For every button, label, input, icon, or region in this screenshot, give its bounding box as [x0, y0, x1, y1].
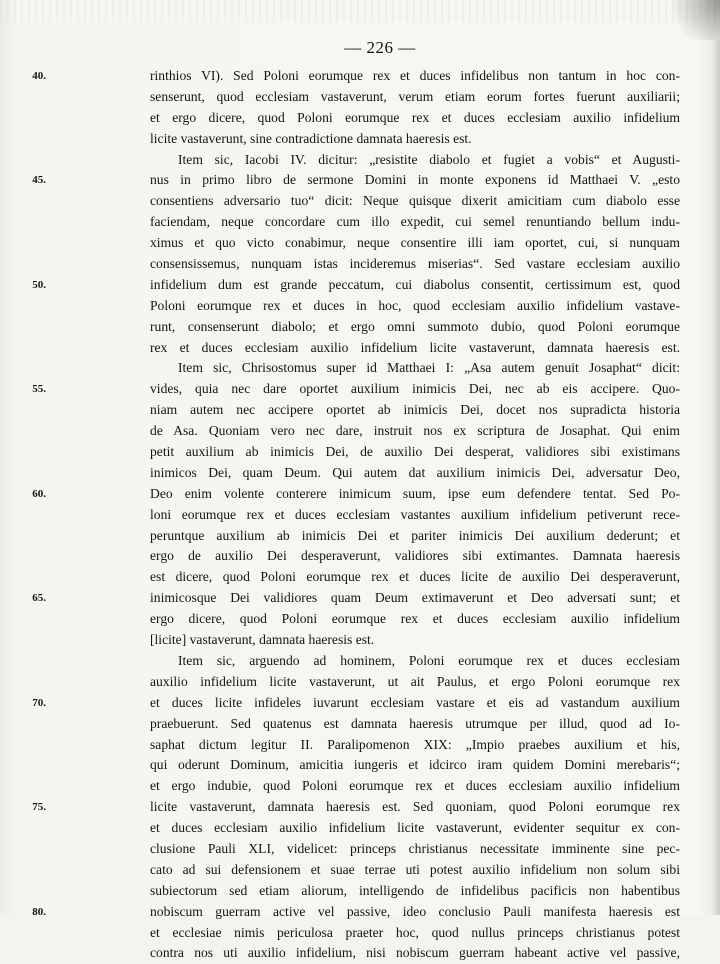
- text-line: [0, 546, 720, 567]
- text-line: [0, 254, 720, 275]
- text-line: [0, 275, 720, 296]
- line-text: de Asa. Quoniam vero nec dare, instruit nos ex scriptura de Josaphat. Qui enim: [150, 423, 680, 439]
- text-line: [0, 630, 720, 651]
- line-text: cato ad sui defensionem et suae terrae uti potest auxilio infidelium non solum sibi: [150, 861, 680, 877]
- line-text: [licite] vastaverunt, damnata haeresis est.: [150, 632, 375, 648]
- line-text: clusione Pauli XLI, videlicet: princeps christianus necessitate imminente sine pec-: [150, 840, 680, 856]
- text-line: [0, 651, 720, 672]
- line-text: nobiscum guerram active vel passive, ideo conclusio Pauli manifesta haeresis est: [150, 903, 680, 919]
- line-text: Item sic, Iacobi IV. dicitur: „resistite diabolo et fugiet a vobis“ et Augusti-: [178, 151, 680, 167]
- page-corner-shadow: [660, 0, 720, 40]
- text-line: [0, 463, 720, 484]
- text-line: [0, 379, 720, 400]
- text-line: [0, 714, 720, 735]
- text-line: [0, 672, 720, 693]
- line-text: et ergo dicere, quod Poloni eorumque rex et duces ecclesiam auxilio infidelium: [150, 109, 680, 125]
- line-text: Poloni eorumque rex et duces in hoc, quod ecclesiam auxilio infidelium vastave-: [150, 297, 680, 313]
- text-line: [0, 400, 720, 421]
- line-text: consensissemus, nunquam istas incideremus miserias“. Sed vastare ecclesiam auxilio: [150, 256, 680, 272]
- line-text: consentiens adversario tuo“ dicit: Neque quisque dixerit amicitiam cum diabolo esse: [150, 193, 680, 209]
- line-text: Deo enim volente conterere inimicum suum, ipse eum defendere tentat. Sed Po-: [150, 485, 680, 501]
- text-line: [0, 902, 720, 923]
- line-text: licite vastaverunt, damnata haeresis est. Sed quoniam, quod Poloni eorumque rex: [150, 799, 680, 815]
- line-text: ergo dicere, quod Poloni eorumque rex et duces ecclesiam auxilio infidelium: [150, 611, 680, 627]
- line-number-label: 50.: [32, 278, 46, 291]
- text-line: [0, 755, 720, 776]
- line-text: et duces ecclesiam auxilio infidelium licite vastaverunt, evidenter sequitur ex con-: [150, 820, 680, 836]
- text-line: [0, 338, 720, 359]
- line-text: senserunt, quod ecclesiam vastaverunt, verum etiam eorum fortes fuerunt auxiliarii;: [150, 88, 680, 104]
- text-line: [0, 212, 720, 233]
- line-number-label: 45.: [32, 174, 46, 187]
- text-line: [0, 609, 720, 630]
- line-text: subiectorum sed etiam aliorum, intelligendo de infidelibus pacificis non habentibus: [150, 882, 680, 898]
- line-number-label: 75.: [32, 801, 46, 814]
- line-text: vides, quia nec dare oportet auxilium inimicis Dei, nec ab eis accipere. Quo-: [150, 381, 680, 397]
- text-line: [0, 567, 720, 588]
- text-line: [0, 839, 720, 860]
- line-text: ximus et quo victo conabimur, neque consentire illi iam oportet, cui, si nunquam: [150, 235, 680, 251]
- text-line: [0, 797, 720, 818]
- line-number-label: 80.: [32, 905, 46, 918]
- text-line: [0, 233, 720, 254]
- text-line: [0, 505, 720, 526]
- line-number-label: 55.: [32, 383, 46, 396]
- text-line: [0, 442, 720, 463]
- scan-noise: [0, 0, 720, 22]
- line-text: rinthios VI). Sed Poloni eorumque rex et duces infidelibus non tantum in hoc con-: [150, 68, 680, 83]
- line-text: petit auxilium ab inimicis Dei, de auxilio Dei desperat, validiores sibi existimans: [150, 444, 680, 460]
- line-text: infidelium dum est grande peccatum, cui diabolus consentit, certissimum est, quod: [150, 276, 680, 292]
- text-line: [0, 296, 720, 317]
- line-number-label: 65.: [32, 592, 46, 605]
- text-line: [0, 923, 720, 944]
- line-text: saphat dictum legitur II. Paralipomenon XIX: „Impio praebes auxilium et his,: [150, 736, 680, 752]
- line-text: rex et duces ecclesiam auxilio infidelium licite vastaverunt, damnata haeresis est.: [150, 339, 680, 355]
- text-line: [0, 588, 720, 609]
- line-text: licite vastaverunt, sine contradictione damnata haeresis est.: [150, 130, 472, 146]
- text-line: [0, 421, 720, 442]
- page-number: — 226 —: [344, 38, 416, 57]
- line-text: nus in primo libro de sermone Domini in monte exponens id Matthaei V. „esto: [150, 172, 680, 188]
- text-line: [0, 693, 720, 714]
- line-text: est dicere, quod Poloni eorumque rex et duces licite de auxilio Dei desperaverunt,: [150, 569, 680, 585]
- line-text: inimicos Dei, quam Deum. Qui autem dat auxilium inimicis Dei, adversatur Deo,: [150, 464, 680, 480]
- line-text: praebuerunt. Sed quatenus est damnata haeresis utrumque per illud, quod ad Io-: [150, 715, 680, 731]
- text-line: [0, 818, 720, 839]
- line-text: Item sic, arguendo ad hominem, Poloni eorumque rex et duces ecclesiam: [178, 652, 680, 668]
- text-body: [0, 66, 720, 964]
- text-line: [0, 943, 720, 964]
- line-text: niam autem nec accipere oportet ab inimicis Dei, docet nos supradicta historia: [150, 402, 680, 418]
- line-number-label: 60.: [32, 487, 46, 500]
- line-text: loni eorumque rex et duces ecclesiam vastantes auxilium infidelium petiverunt rece-: [150, 506, 680, 522]
- line-text: et ergo indubie, quod Poloni eorumque rex et duces ecclesiam auxilio infidelium: [150, 778, 680, 794]
- line-text: Item sic, Chrisostomus super id Matthaei I: „Asa autem genuit Josaphat“ dicit:: [178, 360, 680, 376]
- text-line: [0, 317, 720, 338]
- text-line: [0, 108, 720, 129]
- line-text: inimicosque Dei validiores quam Deum extimaverunt et Deo adversati sunt; et: [150, 590, 680, 606]
- text-line: [0, 735, 720, 756]
- line-number-label: 40.: [32, 70, 46, 82]
- text-line: [0, 526, 720, 547]
- text-line: [0, 150, 720, 171]
- text-line: [0, 881, 720, 902]
- line-text: qui oderunt Dominum, amicitia iungeris et idcirco iram quidem Domini merebaris“;: [150, 757, 680, 773]
- text-line: [0, 776, 720, 797]
- line-text: auxilio infidelium licite vastaverunt, ut ait Paulus, et ergo Poloni eorumque rex: [150, 673, 680, 689]
- text-line: [0, 484, 720, 505]
- text-line: [0, 860, 720, 881]
- line-text: faciendam, neque concordare cum illo expedit, cui semel renuntiando bellum indu-: [150, 214, 680, 230]
- line-text: et ecclesiae nimis periculosa praeter hoc, quod nullus princeps christianus potest: [150, 924, 680, 940]
- line-text: peruntque auxilium ab inimicis Dei et pariter inimicis Dei auxilium dederunt; et: [150, 527, 680, 543]
- text-line: [0, 87, 720, 108]
- line-text: et duces licite infideles iuvarunt ecclesiam vastare et eis ad vastandum auxilium: [150, 694, 680, 710]
- line-text: ergo de auxilio Dei desperaverunt, validiores sibi extimantes. Damnata haeresis: [150, 548, 680, 564]
- line-text: runt, consenserunt diabolo; et ergo omni summoto dubio, quod Poloni eorumque: [150, 318, 680, 334]
- text-line: [0, 191, 720, 212]
- text-line: [0, 129, 720, 150]
- text-line: [0, 66, 720, 87]
- text-line: [0, 170, 720, 191]
- text-line: [0, 358, 720, 379]
- line-number-label: 70.: [32, 696, 46, 709]
- line-text: contra nos uti auxilio infidelium, nisi nobiscum guerram habeant active vel passive,: [150, 945, 680, 961]
